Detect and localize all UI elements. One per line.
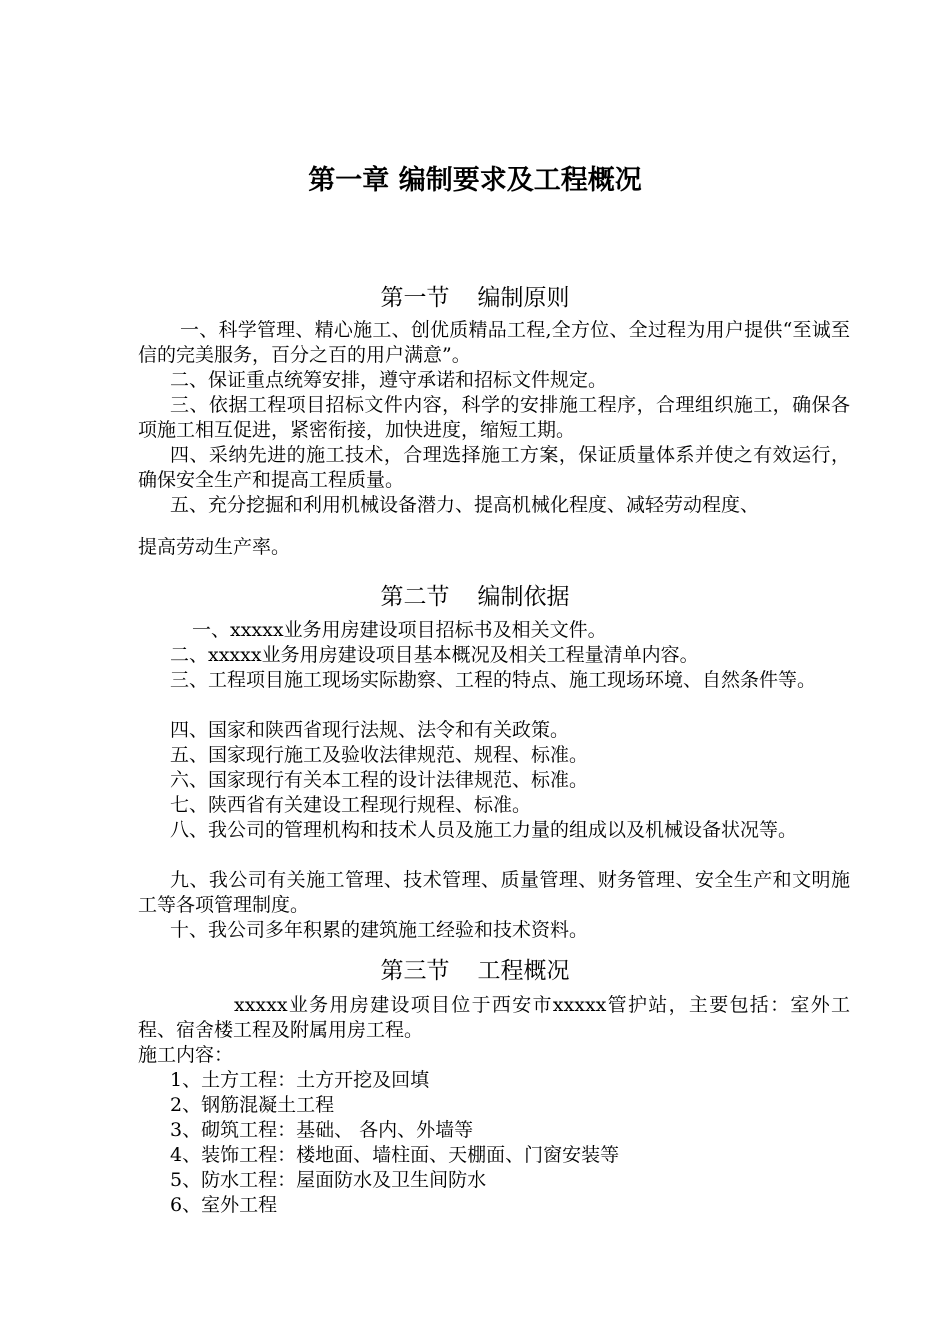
paragraph: 三、依据工程项目招标文件内容，科学的安排施工程序，合理组织施工，确保各项施工相互促进，紧密衔接，加快进度，缩短工期。 xyxy=(138,394,850,441)
section-heading-principles xyxy=(0,279,950,312)
paragraph: 四、国家和陕西省现行法规、法令和有关政策。 xyxy=(170,719,570,741)
paragraph: 二、保证重点统筹安排，遵守承诺和招标文件规定。 xyxy=(170,369,608,391)
paragraph: 五、国家现行施工及验收法律规范、规程、标准。 xyxy=(170,744,589,766)
paragraph: 三、工程项目施工现场实际勘察、工程的特点、施工现场环境、自然条件等。 xyxy=(170,669,817,691)
paragraph: 二、xxxxx业务用房建设项目基本概况及相关工程量清单内容。 xyxy=(170,644,699,666)
section-title: 工程概况 xyxy=(477,958,570,984)
list-item: 3、砌筑工程：基础、 各内、外墙等 xyxy=(170,1119,474,1141)
paragraph: 提高劳动生产率。 xyxy=(138,536,291,558)
section-heading-overview xyxy=(0,952,950,985)
paragraph: 十、我公司多年积累的建筑施工经验和技术资料。 xyxy=(170,919,589,941)
section-number: 第二节 xyxy=(380,584,450,610)
paragraph: 八、我公司的管理机构和技术人员及施工力量的组成以及机械设备状况等。 xyxy=(170,819,798,841)
chapter-title: 第一章 编制要求及工程概况 xyxy=(308,165,642,196)
list-item: 6、室外工程 xyxy=(170,1194,278,1216)
section-title: 编制依据 xyxy=(477,584,570,610)
paragraph: xxxxx业务用房建设项目位于西安市xxxxx管护站，主要包括：室外工程、宿舍楼工程及附属用房工程。 xyxy=(138,994,850,1041)
paragraph: 四、采纳先进的施工技术，合理选择施工方案，保证质量体系并使之有效运行，确保安全生产和提高工程质量。 xyxy=(138,444,850,491)
paragraph: 七、陕西省有关建设工程现行规程、标准。 xyxy=(170,794,532,816)
content-label: 施工内容： xyxy=(138,1044,234,1066)
list-item: 2、钢筋混凝土工程 xyxy=(170,1094,335,1116)
paragraph: 一、科学管理、精心施工、创优质精品工程,全方位、全过程为用户提供“至诚至信的完美服务，百分之百的用户满意”。 xyxy=(138,319,850,366)
section-heading-basis xyxy=(0,578,950,611)
paragraph: 九、我公司有关施工管理、技术管理、质量管理、财务管理、安全生产和文明施工等各项管理制度。 xyxy=(138,869,850,916)
paragraph: 一、xxxxx业务用房建设项目招标书及相关文件。 xyxy=(192,619,607,641)
list-item: 1、土方工程：土方开挖及回填 xyxy=(170,1069,430,1091)
section-title: 编制原则 xyxy=(477,285,570,311)
list-item: 5、防水工程：屋面防水及卫生间防水 xyxy=(170,1169,487,1191)
section-number: 第一节 xyxy=(380,285,450,311)
section-number: 第三节 xyxy=(380,958,450,984)
paragraph: 五、充分挖掘和利用机械设备潜力、提高机械化程度、减轻劳动程度、 xyxy=(170,494,760,516)
paragraph: 六、国家现行有关本工程的设计法律规范、标准。 xyxy=(170,769,589,791)
list-item: 4、装饰工程：楼地面、墙柱面、天棚面、门窗安装等 xyxy=(170,1144,620,1166)
